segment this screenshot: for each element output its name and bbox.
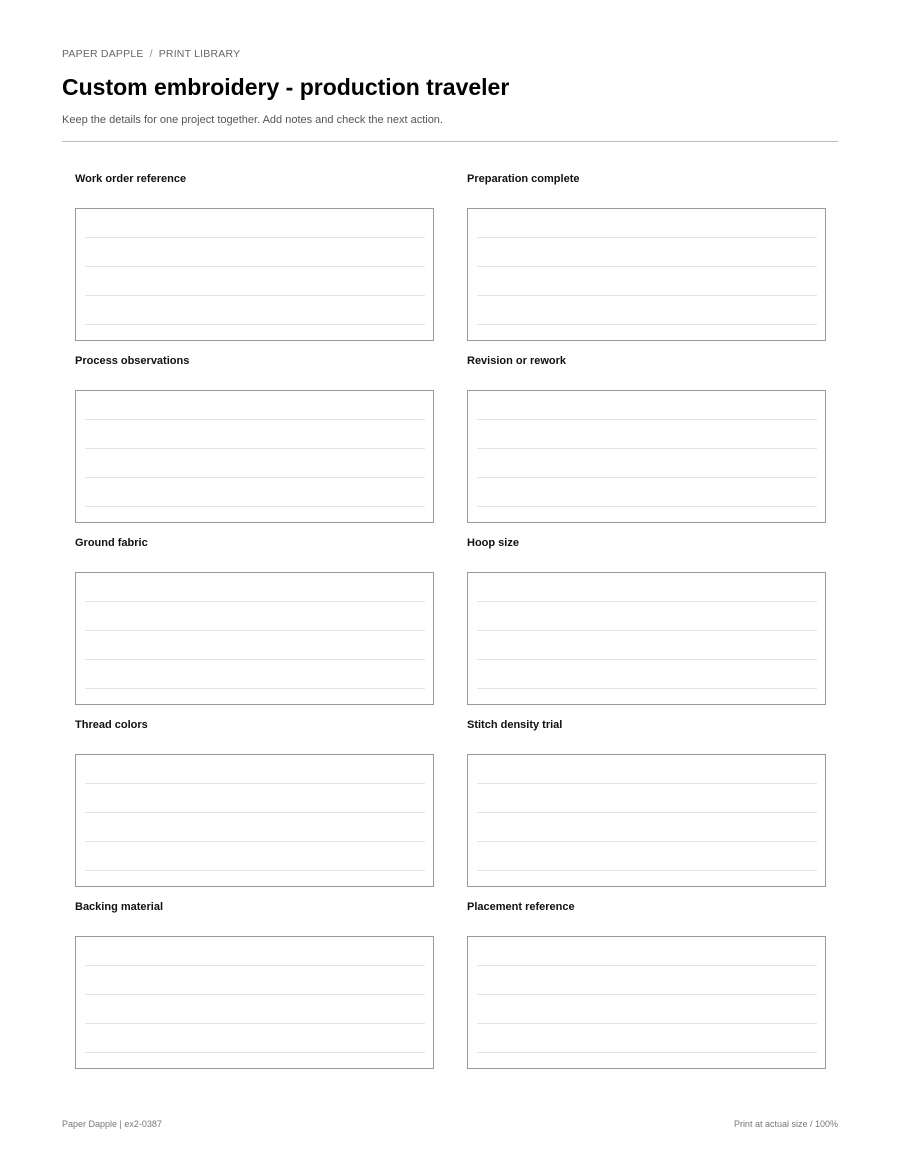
footer-print-note: Print at actual size / 100%: [733, 1119, 838, 1129]
field-thread-colors: [75, 718, 434, 900]
field-placement-reference: [467, 900, 826, 1082]
writing-line: [85, 1052, 425, 1053]
writing-line: [85, 295, 425, 296]
field-label: Process observations: [75, 355, 190, 367]
breadcrumb-site[interactable]: PAPER DAPPLE: [62, 48, 144, 60]
field-write-in-box[interactable]: [467, 572, 826, 705]
writing-line: [477, 630, 817, 631]
field-write-in-box[interactable]: [75, 754, 434, 887]
field-hoop-size: [467, 536, 826, 718]
field-label: Preparation complete: [467, 173, 580, 185]
writing-line: [477, 783, 817, 784]
field-write-in-box[interactable]: [75, 390, 434, 523]
page-subtitle: Keep the details for one project together. Add notes and check the next action.: [62, 114, 443, 126]
writing-line: [477, 870, 817, 871]
breadcrumb: [62, 48, 240, 60]
breadcrumb-separator: /: [149, 48, 153, 60]
field-write-in-box[interactable]: [75, 208, 434, 341]
field-label: Hoop size: [467, 537, 519, 549]
field-work-order-reference: [75, 172, 434, 354]
writing-line: [477, 448, 817, 449]
field-label: Work order reference: [75, 173, 187, 185]
page-title: Custom embroidery - production traveler: [62, 74, 510, 100]
breadcrumb-section[interactable]: PRINT LIBRARY: [158, 48, 241, 60]
writing-line: [477, 659, 817, 660]
field-preparation-complete: [467, 172, 826, 354]
writing-line: [85, 324, 425, 325]
writing-line: [477, 237, 817, 238]
writing-line: [85, 448, 425, 449]
writing-line: [477, 965, 817, 966]
form-fields-grid: [75, 172, 826, 1082]
writing-line: [85, 688, 425, 689]
field-backing-material: [75, 900, 434, 1082]
field-label: Backing material: [75, 901, 164, 913]
writing-line: [85, 812, 425, 813]
writing-line: [477, 601, 817, 602]
writing-line: [85, 266, 425, 267]
writing-line: [85, 994, 425, 995]
field-stitch-density-trial: [467, 718, 826, 900]
header-divider: [62, 141, 838, 142]
writing-line: [477, 419, 817, 420]
writing-line: [477, 506, 817, 507]
field-label: Stitch density trial: [467, 719, 563, 731]
writing-line: [85, 1023, 425, 1024]
writing-line: [477, 477, 817, 478]
writing-line: [477, 324, 817, 325]
writing-line: [85, 870, 425, 871]
writing-line: [85, 419, 425, 420]
field-label: Thread colors: [75, 719, 148, 731]
writing-line: [85, 965, 425, 966]
writing-line: [85, 506, 425, 507]
writing-line: [85, 237, 425, 238]
writing-line: [85, 630, 425, 631]
field-ground-fabric: [75, 536, 434, 718]
writing-line: [477, 266, 817, 267]
field-write-in-box[interactable]: [467, 390, 826, 523]
writing-line: [85, 477, 425, 478]
writing-line: [85, 783, 425, 784]
writing-line: [477, 688, 817, 689]
footer-document-id: Paper Dapple | ex2-0387: [62, 1119, 162, 1129]
writing-line: [477, 994, 817, 995]
field-write-in-box[interactable]: [467, 754, 826, 887]
writing-line: [477, 1023, 817, 1024]
writing-line: [477, 812, 817, 813]
field-write-in-box[interactable]: [75, 936, 434, 1069]
writing-line: [85, 659, 425, 660]
writing-line: [85, 601, 425, 602]
writing-line: [477, 295, 817, 296]
field-label: Revision or rework: [467, 355, 567, 367]
field-write-in-box[interactable]: [75, 572, 434, 705]
writing-line: [477, 1052, 817, 1053]
writing-line: [477, 841, 817, 842]
writing-line: [85, 841, 425, 842]
field-process-observations: [75, 354, 434, 536]
field-label: Placement reference: [467, 901, 575, 913]
field-revision-or-rework: [467, 354, 826, 536]
field-write-in-box[interactable]: [467, 208, 826, 341]
field-label: Ground fabric: [75, 537, 148, 549]
field-write-in-box[interactable]: [467, 936, 826, 1069]
